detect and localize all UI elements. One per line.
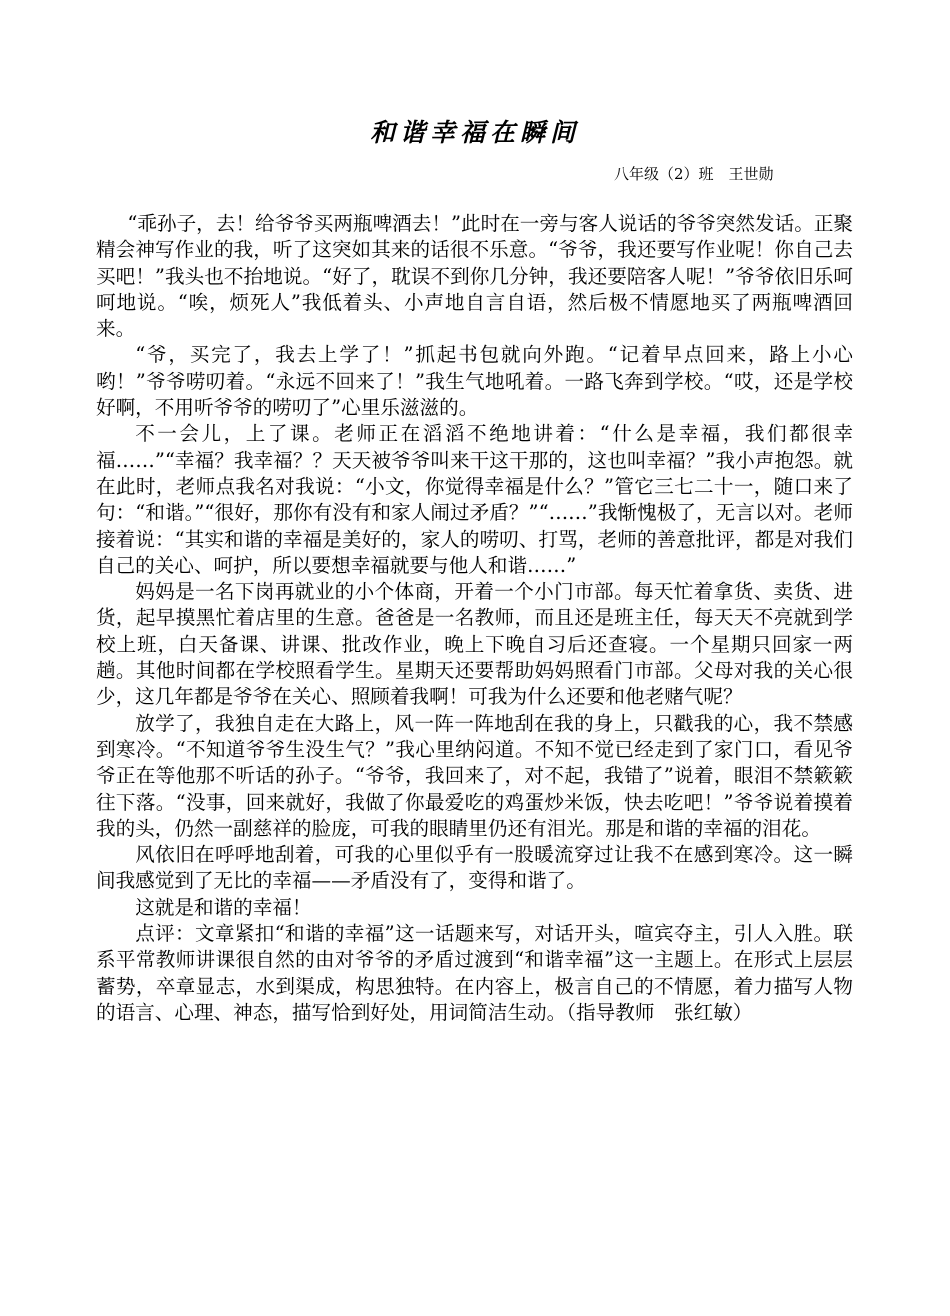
paragraph: 放学了，我独自走在大路上，风一阵一阵地刮在我的身上，只戳我的心，我不禁感到寒冷。“不知道爷爷生没生气？”我心里纳闷道。不知不觉已经走到了家门口，看见爷爷正在等他那不听话的孙子。“爷爷，我回来了，对不起，我错了”说着，眼泪不禁簌簌往下落。“没事，回来就好，我做了你最爱吃的鸡蛋炒米饭，快去吃吧！”爷爷说着摸着我的头，仍然一副慈祥的脸庞，可我的眼睛里仍还有泪光。那是和谐的幸福的泪花。 bbox=[96, 711, 853, 840]
teacher-comment: 点评：文章紧扣“和谐的幸福”这一话题来写，对话开头，喧宾夺主，引人入胜。联系平常教师讲课很自然的由对爷爷的矛盾过渡到“和谐幸福”这一主题上。在形式上层层蓄势，卒章显志，水到渠成，构思独特。在内容上，极言自己的不情愿，着力描写人物的语言、心理、神态，描写恰到好处，用词简洁生动。（指导教师 张红敏） bbox=[96, 922, 853, 1024]
author-line: 八年级（2）班 王世勋 bbox=[614, 165, 774, 183]
paragraph: 不一会儿，上了课。老师正在滔滔不绝地讲着：“什么是幸福，我们都很幸福……”“幸福？我幸福？？天天被爷爷叫来干这干那的，这也叫幸福？”我小声抱怨。就在此时，老师点我名对我说：“小文，你觉得幸福是什么？”管它三七二十一，随口来了句：“和谐。”“很好，那你有没有和家人闹过矛盾？”“……”我惭愧极了，无言以对。老师接着说：“其实和谐的幸福是美好的，家人的唠叨、打骂，老师的善意批评，都是对我们自己的关心、呵护，所以要想幸福就要与他人和谐……” bbox=[96, 422, 853, 577]
paragraph: 风依旧在呼呼地刮着，可我的心里似乎有一股暖流穿过让我不在感到寒冷。这一瞬间我感觉到了无比的幸福——矛盾没有了，变得和谐了。 bbox=[96, 843, 853, 893]
paragraph: “乖孙子，去！给爷爷买两瓶啤酒去！”此时在一旁与客人说话的爷爷突然发话。正聚精会神写作业的我，听了这突如其来的话很不乐意。“爷爷，我还要写作业呢！你自己去买吧！”我头也不抬地说。“好了，耽误不到你几分钟，我还要陪客人呢！”爷爷依旧乐呵呵地说。“唉，烦死人”我低着头、小声地自言自语，然后极不情愿地买了两瓶啤酒回来。 bbox=[96, 212, 853, 341]
essay-body bbox=[96, 211, 853, 1026]
paragraph: 妈妈是一名下岗再就业的小个体商，开着一个小门市部。每天忙着拿货、卖货、进货，起早摸黑忙着店里的生意。爸爸是一名教师，而且还是班主任，每天天不亮就到学校上班，白天备课、讲课、批改作业，晚上下晚自习后还查寝。一个星期只回家一两趟。其他时间都在学校照看学生。星期天还要帮助妈妈照看门市部。父母对我的关心很少，这几年都是爷爷在关心、照顾着我啊！可我为什么还要和他老赌气呢？ bbox=[96, 580, 853, 709]
paragraph: “爷，买完了，我去上学了！”抓起书包就向外跑。“记着早点回来，路上小心哟！”爷爷唠叨着。“永远不回来了！”我生气地吼着。一路飞奔到学校。“哎，还是学校好啊，不用听爷爷的唠叨了”心里乐滋滋的。 bbox=[96, 343, 853, 420]
paragraph: 这就是和谐的幸福！ bbox=[135, 895, 312, 919]
essay-title: 和谐幸福在瞬间 bbox=[369, 118, 580, 147]
